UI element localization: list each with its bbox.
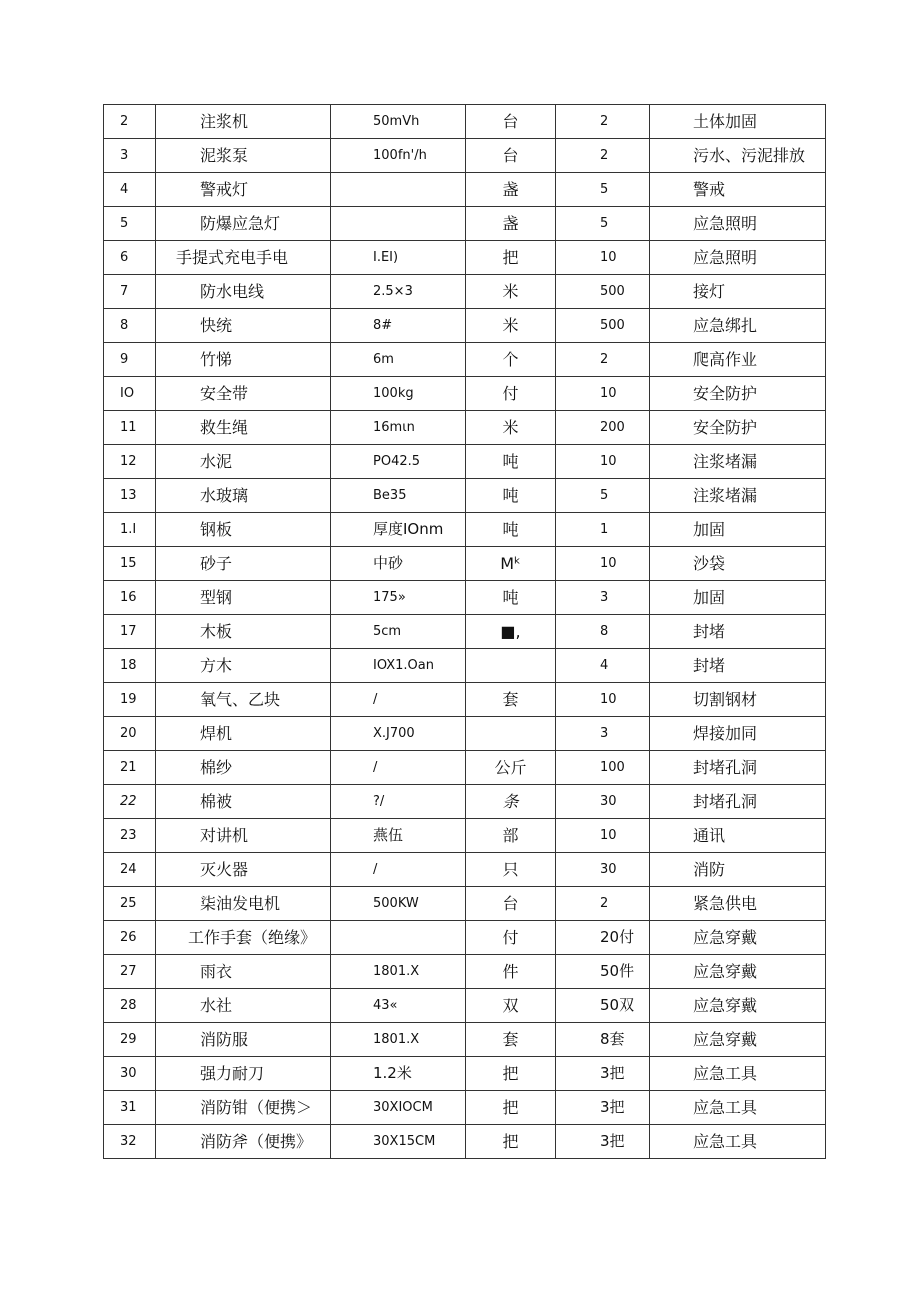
- item-name: 对讲机: [156, 819, 331, 853]
- item-quantity: 3把: [556, 1091, 650, 1125]
- item-unit: 公斤: [466, 751, 556, 785]
- row-number: 13: [104, 479, 156, 513]
- item-purpose: 应急工具: [650, 1125, 826, 1159]
- table-row: [104, 853, 826, 887]
- item-unit: 米: [466, 309, 556, 343]
- item-unit: 双: [466, 989, 556, 1023]
- item-quantity: 2: [556, 887, 650, 921]
- table-row: [104, 887, 826, 921]
- table-row: [104, 989, 826, 1023]
- item-unit: 件: [466, 955, 556, 989]
- item-purpose: 封堵孔洞: [650, 785, 826, 819]
- item-name: 安全带: [156, 377, 331, 411]
- item-purpose: 应急穿戴: [650, 921, 826, 955]
- item-name: 灭火器: [156, 853, 331, 887]
- item-unit: 把: [466, 1091, 556, 1125]
- row-number: 23: [104, 819, 156, 853]
- item-quantity: 10: [556, 241, 650, 275]
- item-quantity: 5: [556, 173, 650, 207]
- item-unit: 盏: [466, 173, 556, 207]
- table-row: [104, 955, 826, 989]
- table-row: [104, 173, 826, 207]
- item-purpose: 应急穿戴: [650, 1023, 826, 1057]
- item-name: 防爆应急灯: [156, 207, 331, 241]
- item-spec: PO42.5: [331, 445, 466, 479]
- item-quantity: 500: [556, 275, 650, 309]
- row-number: 25: [104, 887, 156, 921]
- table-row: [104, 1125, 826, 1159]
- item-unit: 盏: [466, 207, 556, 241]
- item-purpose: 应急穿戴: [650, 955, 826, 989]
- item-purpose: 应急穿戴: [650, 989, 826, 1023]
- item-spec: ?/: [331, 785, 466, 819]
- row-number: 17: [104, 615, 156, 649]
- item-purpose: 加固: [650, 581, 826, 615]
- table-row: [104, 1057, 826, 1091]
- table-row: [104, 819, 826, 853]
- item-name: 氧气、乙块: [156, 683, 331, 717]
- item-spec: Be35: [331, 479, 466, 513]
- table-row: [104, 377, 826, 411]
- row-number: 20: [104, 717, 156, 751]
- item-purpose: 应急工具: [650, 1057, 826, 1091]
- row-number: 3: [104, 139, 156, 173]
- item-name: 型钢: [156, 581, 331, 615]
- item-spec: [331, 207, 466, 241]
- item-name: 柒油发电机: [156, 887, 331, 921]
- item-quantity: 20付: [556, 921, 650, 955]
- item-quantity: 2: [556, 343, 650, 377]
- item-quantity: 1: [556, 513, 650, 547]
- item-spec: /: [331, 853, 466, 887]
- row-number: 8: [104, 309, 156, 343]
- row-number: 31: [104, 1091, 156, 1125]
- table-row: [104, 309, 826, 343]
- row-number: 30: [104, 1057, 156, 1091]
- item-quantity: 3把: [556, 1125, 650, 1159]
- item-spec: /: [331, 683, 466, 717]
- item-unit: 部: [466, 819, 556, 853]
- row-number: 16: [104, 581, 156, 615]
- item-unit: 吨: [466, 581, 556, 615]
- row-number: 7: [104, 275, 156, 309]
- item-name: 棉被: [156, 785, 331, 819]
- item-spec: 8#: [331, 309, 466, 343]
- table-row: [104, 479, 826, 513]
- table-row: [104, 1091, 826, 1125]
- item-spec: 100kg: [331, 377, 466, 411]
- table-row: [104, 275, 826, 309]
- item-spec: X.J700: [331, 717, 466, 751]
- item-name: 水玻璃: [156, 479, 331, 513]
- item-name: 木板: [156, 615, 331, 649]
- item-quantity: 50件: [556, 955, 650, 989]
- item-unit: 套: [466, 1023, 556, 1057]
- item-unit: 台: [466, 105, 556, 139]
- item-spec: 1801.X: [331, 955, 466, 989]
- item-quantity: 100: [556, 751, 650, 785]
- item-spec: 厚度IOnm: [331, 513, 466, 547]
- item-spec: 2.5×3: [331, 275, 466, 309]
- table-row: [104, 343, 826, 377]
- item-spec: 1.2米: [331, 1057, 466, 1091]
- item-spec: /: [331, 751, 466, 785]
- row-number: 22: [104, 785, 156, 819]
- item-name: 焊机: [156, 717, 331, 751]
- row-number: 4: [104, 173, 156, 207]
- item-spec: 6m: [331, 343, 466, 377]
- item-purpose: 焊接加同: [650, 717, 826, 751]
- row-number: 15: [104, 547, 156, 581]
- item-purpose: 安全防护: [650, 411, 826, 445]
- item-quantity: 500: [556, 309, 650, 343]
- item-unit: [466, 649, 556, 683]
- item-quantity: 5: [556, 479, 650, 513]
- item-quantity: 10: [556, 819, 650, 853]
- item-quantity: 50双: [556, 989, 650, 1023]
- row-number: 9: [104, 343, 156, 377]
- item-quantity: 4: [556, 649, 650, 683]
- row-number: 2: [104, 105, 156, 139]
- item-unit: ■,: [466, 615, 556, 649]
- table-row: [104, 547, 826, 581]
- item-quantity: 3把: [556, 1057, 650, 1091]
- item-spec: 16mιn: [331, 411, 466, 445]
- item-quantity: 2: [556, 139, 650, 173]
- item-purpose: 警戒: [650, 173, 826, 207]
- item-unit: 台: [466, 887, 556, 921]
- item-unit: 米: [466, 275, 556, 309]
- row-number: 12: [104, 445, 156, 479]
- item-name: 消防钳（便携＞: [156, 1091, 331, 1125]
- row-number: 26: [104, 921, 156, 955]
- item-spec: [331, 173, 466, 207]
- table-row: [104, 241, 826, 275]
- table-row: [104, 411, 826, 445]
- item-name: 工作手套（绝缘》: [156, 921, 331, 955]
- item-name: 手提式充电手电: [156, 241, 331, 275]
- item-unit: 吨: [466, 445, 556, 479]
- item-unit: [466, 717, 556, 751]
- item-quantity: 2: [556, 105, 650, 139]
- item-purpose: 应急工具: [650, 1091, 826, 1125]
- item-name: 水社: [156, 989, 331, 1023]
- table-row: [104, 513, 826, 547]
- item-unit: 把: [466, 1125, 556, 1159]
- item-purpose: 爬高作业: [650, 343, 826, 377]
- item-quantity: 10: [556, 547, 650, 581]
- item-unit: 套: [466, 683, 556, 717]
- item-quantity: 200: [556, 411, 650, 445]
- item-purpose: 注浆堵漏: [650, 445, 826, 479]
- item-spec: 100fn'/h: [331, 139, 466, 173]
- item-name: 快统: [156, 309, 331, 343]
- item-purpose: 通讯: [650, 819, 826, 853]
- item-quantity: 30: [556, 853, 650, 887]
- item-name: 水泥: [156, 445, 331, 479]
- item-name: 警戒灯: [156, 173, 331, 207]
- item-spec: IOX1.Oan: [331, 649, 466, 683]
- item-unit: Mᵏ: [466, 547, 556, 581]
- item-unit: 只: [466, 853, 556, 887]
- table-row: [104, 105, 826, 139]
- item-quantity: 3: [556, 581, 650, 615]
- item-purpose: 沙袋: [650, 547, 826, 581]
- row-number: 32: [104, 1125, 156, 1159]
- item-purpose: 紧急供电: [650, 887, 826, 921]
- row-number: 6: [104, 241, 156, 275]
- row-number: IO: [104, 377, 156, 411]
- item-purpose: 安全防护: [650, 377, 826, 411]
- item-name: 消防斧（便携》: [156, 1125, 331, 1159]
- item-name: 泥浆泵: [156, 139, 331, 173]
- item-name: 消防服: [156, 1023, 331, 1057]
- item-unit: 把: [466, 1057, 556, 1091]
- item-purpose: 封堵: [650, 615, 826, 649]
- item-unit: 吨: [466, 479, 556, 513]
- item-purpose: 污水、污泥排放: [650, 139, 826, 173]
- item-purpose: 应急照明: [650, 241, 826, 275]
- item-unit: 付: [466, 921, 556, 955]
- item-spec: [331, 921, 466, 955]
- item-quantity: 3: [556, 717, 650, 751]
- item-unit: 付: [466, 377, 556, 411]
- table-row: [104, 207, 826, 241]
- item-purpose: 消防: [650, 853, 826, 887]
- item-name: 钢板: [156, 513, 331, 547]
- item-name: 方木: [156, 649, 331, 683]
- item-spec: 175»: [331, 581, 466, 615]
- item-unit: 台: [466, 139, 556, 173]
- table-row: [104, 581, 826, 615]
- table-row: [104, 785, 826, 819]
- row-number: 19: [104, 683, 156, 717]
- item-name: 砂子: [156, 547, 331, 581]
- item-spec: 43«: [331, 989, 466, 1023]
- item-unit: 个: [466, 343, 556, 377]
- item-unit: 米: [466, 411, 556, 445]
- item-purpose: 土体加固: [650, 105, 826, 139]
- item-purpose: 接灯: [650, 275, 826, 309]
- item-purpose: 封堵: [650, 649, 826, 683]
- item-spec: 1801.X: [331, 1023, 466, 1057]
- item-purpose: 加固: [650, 513, 826, 547]
- item-purpose: 封堵孔洞: [650, 751, 826, 785]
- item-spec: 中砂: [331, 547, 466, 581]
- item-quantity: 10: [556, 445, 650, 479]
- table-row: [104, 717, 826, 751]
- item-quantity: 30: [556, 785, 650, 819]
- item-quantity: 8套: [556, 1023, 650, 1057]
- item-unit: 条: [466, 785, 556, 819]
- table-row: [104, 649, 826, 683]
- equipment-table: [103, 104, 826, 1159]
- row-number: 27: [104, 955, 156, 989]
- item-purpose: 注浆堵漏: [650, 479, 826, 513]
- row-number: 21: [104, 751, 156, 785]
- item-spec: 30X15CM: [331, 1125, 466, 1159]
- item-purpose: 应急照明: [650, 207, 826, 241]
- table-row: [104, 921, 826, 955]
- equipment-table-container: [103, 104, 826, 1159]
- item-quantity: 10: [556, 377, 650, 411]
- row-number: 18: [104, 649, 156, 683]
- item-name: 棉纱: [156, 751, 331, 785]
- table-row: [104, 751, 826, 785]
- item-spec: 30XIOCM: [331, 1091, 466, 1125]
- item-spec: 5cm: [331, 615, 466, 649]
- row-number: 24: [104, 853, 156, 887]
- item-spec: I.EI): [331, 241, 466, 275]
- table-row: [104, 683, 826, 717]
- item-name: 防水电线: [156, 275, 331, 309]
- item-name: 竹悌: [156, 343, 331, 377]
- row-number: 29: [104, 1023, 156, 1057]
- item-name: 强力耐刀: [156, 1057, 331, 1091]
- table-row: [104, 1023, 826, 1057]
- table-row: [104, 139, 826, 173]
- item-name: 雨衣: [156, 955, 331, 989]
- table-row: [104, 445, 826, 479]
- item-purpose: 应急绑扎: [650, 309, 826, 343]
- row-number: 28: [104, 989, 156, 1023]
- table-row: [104, 615, 826, 649]
- item-name: 救生绳: [156, 411, 331, 445]
- item-quantity: 8: [556, 615, 650, 649]
- item-name: 注浆机: [156, 105, 331, 139]
- item-spec: 50mVh: [331, 105, 466, 139]
- item-spec: 500KW: [331, 887, 466, 921]
- row-number: 11: [104, 411, 156, 445]
- row-number: 5: [104, 207, 156, 241]
- item-unit: 把: [466, 241, 556, 275]
- item-purpose: 切割钢材: [650, 683, 826, 717]
- item-quantity: 5: [556, 207, 650, 241]
- item-unit: 吨: [466, 513, 556, 547]
- row-number: 1.I: [104, 513, 156, 547]
- item-quantity: 10: [556, 683, 650, 717]
- item-spec: 燕伍: [331, 819, 466, 853]
